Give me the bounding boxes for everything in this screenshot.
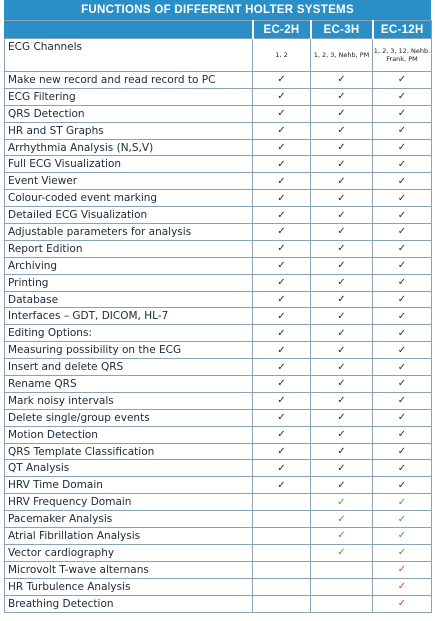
table-row — [5, 376, 432, 393]
table-row — [5, 561, 432, 578]
checkmark-icon: ✓ — [397, 530, 407, 542]
table-row — [5, 359, 432, 376]
cell-ec3h — [311, 325, 373, 342]
functions-table — [4, 20, 432, 613]
table-row — [5, 426, 432, 443]
cell-ec3h — [311, 392, 373, 409]
checkmark-icon: ✓ — [277, 378, 286, 390]
cell-ec3h — [311, 359, 373, 376]
checkmark-icon: ✓ — [337, 125, 346, 137]
cell-ec2h — [253, 376, 311, 393]
checkmark-icon: ✓ — [277, 446, 286, 458]
cell-ec12h — [373, 240, 432, 257]
cell-ec2h — [253, 460, 311, 477]
cell-ec2h — [253, 578, 311, 595]
cell-ec12h — [373, 561, 432, 578]
checkmark-icon: ✓ — [397, 260, 407, 272]
cell-ec2h — [253, 392, 311, 409]
cell-ec3h — [311, 528, 373, 545]
cell-ec3h — [311, 190, 373, 207]
checkmark-icon: ✓ — [397, 395, 407, 407]
cell-ec3h — [311, 477, 373, 494]
ecg-channels-ec12h: 1, 2, 3, 12, Nehb. Frank, PM — [373, 39, 432, 72]
table-row — [5, 392, 432, 409]
column-header-ec2h: EC-2H — [253, 21, 311, 39]
checkmark-icon: ✓ — [337, 142, 346, 153]
table-row — [5, 240, 432, 257]
table-row — [5, 207, 432, 224]
table-row — [5, 139, 432, 156]
cell-ec3h — [311, 274, 373, 291]
cell-ec2h — [253, 274, 311, 291]
cell-ec12h — [373, 443, 432, 460]
feature-label: Colour-coded event marking — [5, 190, 253, 207]
table-row — [5, 578, 432, 595]
cell-ec2h — [253, 443, 311, 460]
cell-ec3h — [311, 291, 373, 308]
cell-ec12h — [373, 105, 432, 122]
checkmark-icon: ✓ — [397, 142, 407, 153]
checkmark-icon: ✓ — [277, 108, 286, 120]
feature-label: QT Analysis — [5, 460, 253, 477]
table-row — [5, 105, 432, 122]
cell-ec2h — [253, 359, 311, 376]
checkmark-icon: ✓ — [277, 479, 286, 491]
table-row — [5, 325, 432, 342]
feature-label: QRS Detection — [5, 105, 253, 122]
feature-label: Arrhythmia Analysis (N,S,V) — [5, 139, 253, 156]
table-row — [5, 477, 432, 494]
cell-ec12h — [373, 173, 432, 190]
table-row — [5, 308, 432, 325]
cell-ec2h — [253, 156, 311, 173]
table-row — [5, 274, 432, 291]
cell-ec3h — [311, 122, 373, 139]
checkmark-icon: ✓ — [397, 412, 407, 424]
checkmark-icon: ✓ — [337, 395, 346, 407]
checkmark-icon: ✓ — [277, 310, 286, 322]
table-row — [5, 156, 432, 173]
cell-ec3h — [311, 376, 373, 393]
column-header-row — [5, 21, 432, 39]
checkmark-icon: ✓ — [277, 125, 286, 137]
ecg-channels-label: ECG Channels — [5, 39, 253, 72]
checkmark-icon: ✓ — [397, 158, 407, 170]
checkmark-icon: ✓ — [277, 243, 286, 255]
cell-ec12h — [373, 207, 432, 224]
cell-ec2h — [253, 173, 311, 190]
checkmark-icon: ✓ — [397, 564, 407, 576]
table-title: FUNCTIONS OF DIFFERENT HOLTER SYSTEMS — [4, 0, 431, 20]
checkmark-icon: ✓ — [397, 462, 407, 474]
cell-ec12h — [373, 544, 432, 561]
checkmark-icon: ✓ — [397, 581, 407, 593]
feature-label: Insert and delete QRS — [5, 359, 253, 376]
cell-ec12h — [373, 139, 432, 156]
checkmark-icon: ✓ — [337, 462, 346, 474]
checkmark-icon: ✓ — [337, 344, 346, 356]
checkmark-icon: ✓ — [337, 310, 346, 322]
table-row — [5, 257, 432, 274]
checkmark-icon: ✓ — [337, 513, 346, 525]
checkmark-icon: ✓ — [277, 158, 286, 170]
feature-label: Atrial Fibrillation Analysis — [5, 528, 253, 545]
cell-ec12h — [373, 291, 432, 308]
checkmark-icon: ✓ — [397, 378, 407, 390]
feature-label: Rename QRS — [5, 376, 253, 393]
checkmark-icon: ✓ — [337, 327, 346, 339]
feature-label: Adjustable parameters for analysis — [5, 224, 253, 241]
table-row — [5, 460, 432, 477]
cell-ec2h — [253, 240, 311, 257]
checkmark-icon: ✓ — [337, 260, 346, 272]
cell-ec12h — [373, 511, 432, 528]
checkmark-icon: ✓ — [277, 395, 286, 407]
feature-label: Make new record and read record to PC — [5, 72, 253, 89]
checkmark-icon: ✓ — [397, 226, 407, 238]
cell-ec12h — [373, 122, 432, 139]
checkmark-icon: ✓ — [337, 429, 346, 441]
checkmark-icon: ✓ — [397, 446, 407, 458]
checkmark-icon: ✓ — [277, 429, 286, 441]
checkmark-icon: ✓ — [337, 547, 346, 559]
cell-ec3h — [311, 257, 373, 274]
cell-ec12h — [373, 308, 432, 325]
cell-ec12h — [373, 257, 432, 274]
checkmark-icon: ✓ — [277, 175, 286, 187]
checkmark-icon: ✓ — [337, 243, 346, 255]
checkmark-icon: ✓ — [277, 74, 286, 86]
cell-ec12h — [373, 376, 432, 393]
feature-label: Vector cardiography — [5, 544, 253, 561]
checkmark-icon: ✓ — [337, 226, 346, 238]
checkmark-icon: ✓ — [337, 294, 346, 306]
cell-ec3h — [311, 561, 373, 578]
feature-label: Pacemaker Analysis — [5, 511, 253, 528]
checkmark-icon: ✓ — [277, 277, 286, 289]
feature-label: HR Turbulence Analysis — [5, 578, 253, 595]
cell-ec3h — [311, 409, 373, 426]
ecg-channels-row — [5, 39, 432, 72]
cell-ec12h — [373, 359, 432, 376]
table-row — [5, 443, 432, 460]
table-row — [5, 72, 432, 89]
table-row — [5, 595, 432, 612]
feature-label: Breathing Detection — [5, 595, 253, 612]
feature-label: ECG Filtering — [5, 88, 253, 105]
feature-label: Measuring possibility on the ECG — [5, 342, 253, 359]
checkmark-icon: ✓ — [397, 91, 407, 103]
cell-ec12h — [373, 595, 432, 612]
feature-label: Database — [5, 291, 253, 308]
cell-ec2h — [253, 224, 311, 241]
cell-ec3h — [311, 511, 373, 528]
cell-ec3h — [311, 72, 373, 89]
checkmark-icon: ✓ — [337, 412, 346, 424]
cell-ec2h — [253, 561, 311, 578]
checkmark-icon: ✓ — [337, 277, 346, 289]
checkmark-icon: ✓ — [277, 412, 286, 424]
checkmark-icon: ✓ — [397, 175, 407, 187]
table-row — [5, 494, 432, 511]
checkmark-icon: ✓ — [397, 277, 407, 289]
cell-ec2h — [253, 511, 311, 528]
feature-label: HRV Frequency Domain — [5, 494, 253, 511]
cell-ec3h — [311, 224, 373, 241]
cell-ec12h — [373, 325, 432, 342]
cell-ec3h — [311, 139, 373, 156]
checkmark-icon: ✓ — [397, 547, 407, 559]
cell-ec3h — [311, 207, 373, 224]
checkmark-icon: ✓ — [397, 125, 407, 137]
feature-label: Report Edition — [5, 240, 253, 257]
checkmark-icon: ✓ — [337, 74, 346, 86]
feature-label: Microvolt T-wave alternans — [5, 561, 253, 578]
cell-ec2h — [253, 72, 311, 89]
checkmark-icon: ✓ — [277, 260, 286, 272]
feature-label: Interfaces – GDT, DICOM, HL-7 — [5, 308, 253, 325]
feature-label: Delete single/group events — [5, 409, 253, 426]
table-row — [5, 511, 432, 528]
cell-ec3h — [311, 595, 373, 612]
checkmark-icon: ✓ — [337, 378, 346, 390]
checkmark-icon: ✓ — [397, 243, 407, 255]
checkmark-icon: ✓ — [397, 361, 407, 373]
feature-column-header — [5, 21, 253, 39]
cell-ec2h — [253, 409, 311, 426]
cell-ec2h — [253, 207, 311, 224]
cell-ec2h — [253, 477, 311, 494]
table-row — [5, 224, 432, 241]
table-row — [5, 544, 432, 561]
checkmark-icon: ✓ — [397, 310, 407, 322]
table-row — [5, 122, 432, 139]
cell-ec12h — [373, 342, 432, 359]
cell-ec2h — [253, 190, 311, 207]
checkmark-icon: ✓ — [337, 158, 346, 170]
table-row — [5, 528, 432, 545]
checkmark-icon: ✓ — [277, 226, 286, 238]
cell-ec3h — [311, 443, 373, 460]
cell-ec2h — [253, 88, 311, 105]
table-row — [5, 409, 432, 426]
feature-label: Full ECG Visualization — [5, 156, 253, 173]
cell-ec12h — [373, 190, 432, 207]
feature-label: Printing — [5, 274, 253, 291]
feature-label: Editing Options: — [5, 325, 253, 342]
checkmark-icon: ✓ — [337, 496, 346, 508]
cell-ec3h — [311, 342, 373, 359]
cell-ec3h — [311, 494, 373, 511]
cell-ec12h — [373, 224, 432, 241]
table-row — [5, 88, 432, 105]
table-body — [5, 39, 432, 613]
cell-ec3h — [311, 173, 373, 190]
cell-ec3h — [311, 156, 373, 173]
checkmark-icon: ✓ — [337, 361, 346, 373]
checkmark-icon: ✓ — [277, 142, 286, 153]
checkmark-icon: ✓ — [277, 91, 286, 103]
cell-ec12h — [373, 409, 432, 426]
cell-ec2h — [253, 426, 311, 443]
cell-ec2h — [253, 595, 311, 612]
cell-ec2h — [253, 105, 311, 122]
table-row — [5, 342, 432, 359]
checkmark-icon: ✓ — [397, 327, 407, 339]
cell-ec12h — [373, 72, 432, 89]
feature-label: Mark noisy intervals — [5, 392, 253, 409]
checkmark-icon: ✓ — [397, 108, 407, 120]
cell-ec2h — [253, 494, 311, 511]
cell-ec12h — [373, 528, 432, 545]
cell-ec3h — [311, 105, 373, 122]
checkmark-icon: ✓ — [397, 496, 407, 508]
checkmark-icon: ✓ — [277, 327, 286, 339]
checkmark-icon: ✓ — [397, 294, 407, 306]
cell-ec12h — [373, 156, 432, 173]
checkmark-icon: ✓ — [397, 513, 407, 525]
cell-ec12h — [373, 494, 432, 511]
checkmark-icon: ✓ — [337, 192, 346, 204]
table-row — [5, 173, 432, 190]
checkmark-icon: ✓ — [277, 462, 286, 474]
ecg-channels-ec2h: 1, 2 — [253, 39, 311, 72]
cell-ec2h — [253, 139, 311, 156]
column-header-ec3h: EC-3H — [311, 21, 373, 39]
cell-ec12h — [373, 274, 432, 291]
feature-label: HR and ST Graphs — [5, 122, 253, 139]
checkmark-icon: ✓ — [337, 209, 346, 221]
cell-ec2h — [253, 325, 311, 342]
checkmark-icon: ✓ — [337, 175, 346, 187]
cell-ec3h — [311, 426, 373, 443]
checkmark-icon: ✓ — [277, 192, 286, 204]
checkmark-icon: ✓ — [277, 209, 286, 221]
cell-ec12h — [373, 477, 432, 494]
cell-ec12h — [373, 578, 432, 595]
checkmark-icon: ✓ — [277, 294, 286, 306]
checkmark-icon: ✓ — [277, 361, 286, 373]
checkmark-icon: ✓ — [397, 74, 407, 86]
ecg-channels-ec3h: 1, 2, 3, Nehb, PM — [311, 39, 373, 72]
cell-ec12h — [373, 88, 432, 105]
feature-label: Archiving — [5, 257, 253, 274]
cell-ec12h — [373, 460, 432, 477]
holter-functions-table-wrap — [4, 0, 431, 613]
checkmark-icon: ✓ — [397, 479, 407, 491]
cell-ec2h — [253, 308, 311, 325]
checkmark-icon: ✓ — [397, 344, 407, 356]
feature-label: Detailed ECG Visualization — [5, 207, 253, 224]
feature-label: Motion Detection — [5, 426, 253, 443]
cell-ec12h — [373, 392, 432, 409]
cell-ec3h — [311, 88, 373, 105]
cell-ec2h — [253, 342, 311, 359]
cell-ec2h — [253, 544, 311, 561]
checkmark-icon: ✓ — [397, 192, 407, 204]
feature-label: Event Viewer — [5, 173, 253, 190]
checkmark-icon: ✓ — [337, 91, 346, 103]
cell-ec2h — [253, 122, 311, 139]
checkmark-icon: ✓ — [337, 446, 346, 458]
cell-ec2h — [253, 257, 311, 274]
cell-ec3h — [311, 460, 373, 477]
cell-ec2h — [253, 528, 311, 545]
table-row — [5, 190, 432, 207]
checkmark-icon: ✓ — [397, 598, 407, 610]
checkmark-icon: ✓ — [337, 479, 346, 491]
cell-ec3h — [311, 308, 373, 325]
cell-ec3h — [311, 544, 373, 561]
checkmark-icon: ✓ — [397, 429, 407, 441]
feature-label: HRV Time Domain — [5, 477, 253, 494]
column-header-ec12h: EC-12H — [373, 21, 432, 39]
checkmark-icon: ✓ — [337, 530, 346, 542]
checkmark-icon: ✓ — [397, 209, 407, 221]
checkmark-icon: ✓ — [337, 108, 346, 120]
cell-ec2h — [253, 291, 311, 308]
checkmark-icon: ✓ — [277, 344, 286, 356]
cell-ec3h — [311, 578, 373, 595]
cell-ec3h — [311, 240, 373, 257]
table-row — [5, 291, 432, 308]
cell-ec12h — [373, 426, 432, 443]
feature-label: QRS Template Classification — [5, 443, 253, 460]
